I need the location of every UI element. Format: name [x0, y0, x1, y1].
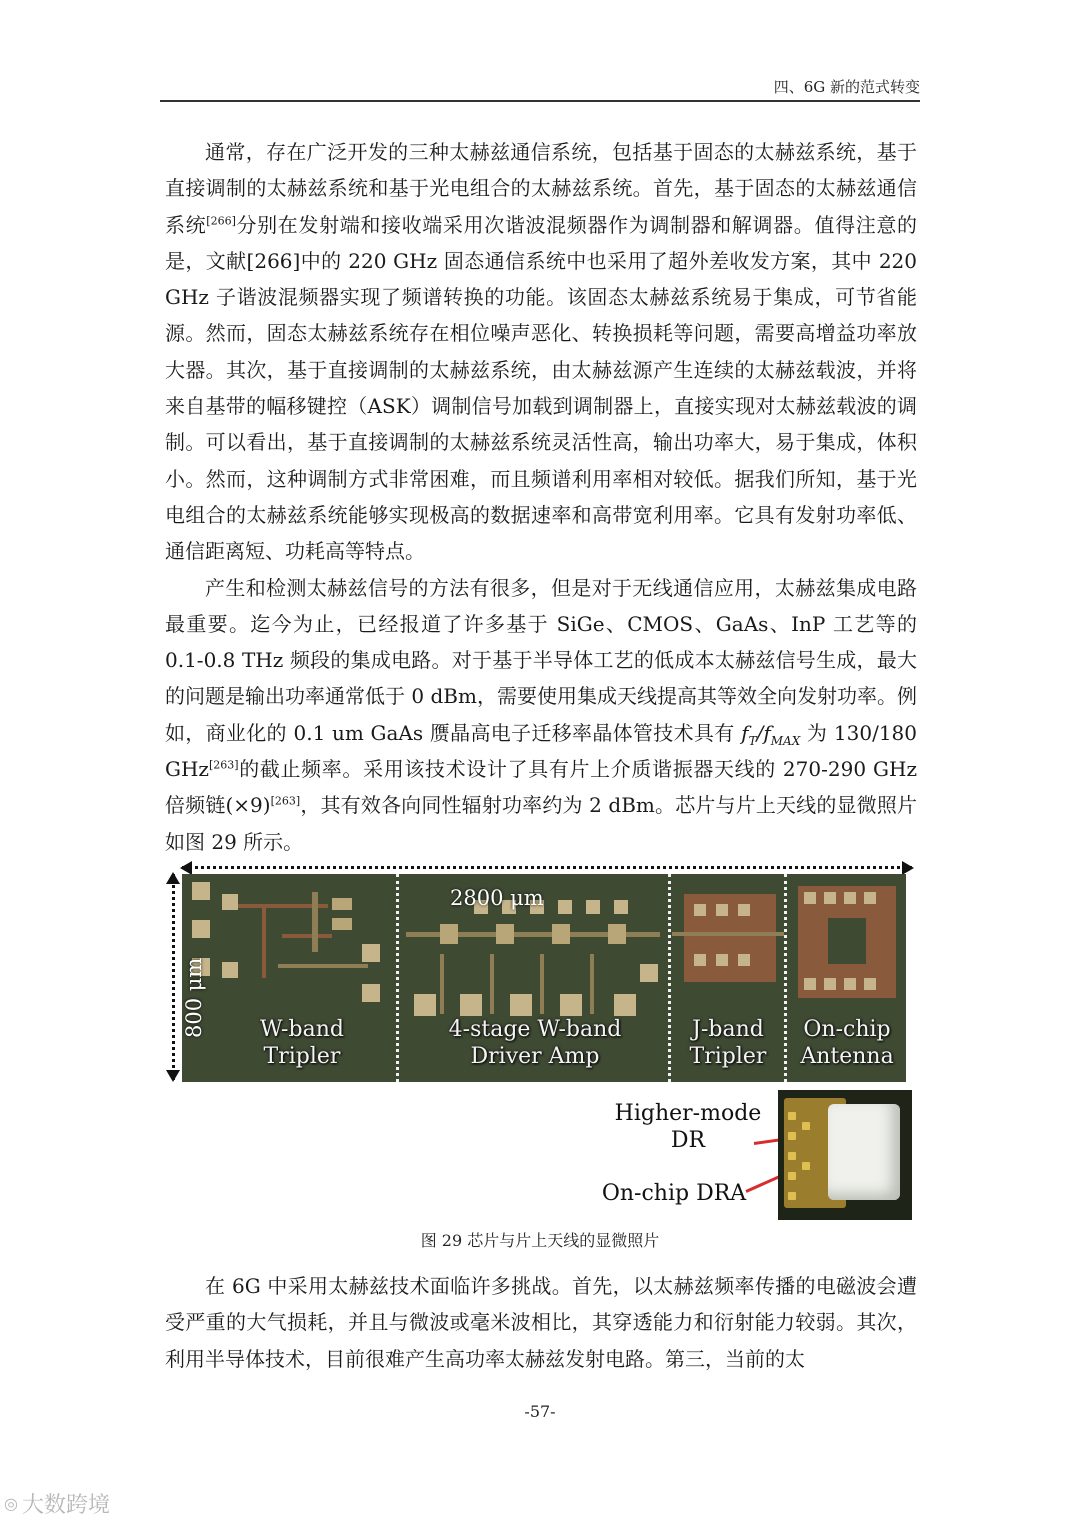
weibo-icon: ◎ [4, 1494, 18, 1513]
callout-on-chip-dra: On-chip DRA [601, 1181, 747, 1206]
chip-micrograph [182, 874, 906, 1082]
citation-263-first: [263] [208, 758, 239, 772]
height-dimension-label: 800 μm [182, 957, 206, 1038]
paragraph-2-text-d: ，其有效各向同性辐射功率约为 2 dBm。芯片与片上天线的显微照片如图 29 所示。 [165, 793, 918, 854]
dra-photo-figure [590, 1090, 920, 1222]
chip-micrograph-figure [168, 858, 916, 1088]
chip-section-divider-2 [668, 874, 671, 1082]
label-j-band-tripler: J-band Tripler [689, 1017, 767, 1069]
paragraph-3: 在 6G 中采用太赫兹技术面临许多挑战。首先，以太赫兹频率传播的电磁波会遭受严重的大气损耗，并且与微波或毫米波相比，其穿透能力和衍射能力较弱。其次，利用半导体技术，目前很难产生高功率太赫兹发射电路。第三，当前的太 [165, 1274, 917, 1371]
label-driver-amp: 4-stage W-band Driver Amp [448, 1017, 622, 1069]
ft-letter: f [741, 720, 749, 745]
paragraph-2 [165, 570, 917, 860]
body-text-lower [165, 1268, 917, 1377]
ft-fmax-slash: / [756, 720, 764, 745]
callout-higher-mode-dr: Higher-mode DR [614, 1101, 762, 1153]
ft-subscript: T [748, 733, 757, 748]
body-text-upper [165, 134, 917, 860]
chip-section-divider-1 [396, 874, 399, 1082]
paragraph-2-text-c: 的截止频率。采用该技术设计了具有片上介质谐振器天线的 270-290 GHz 倍频链(×9) [165, 757, 917, 818]
paragraph-2-text-a: 产生和检测太赫兹信号的方法有很多，但是对于无线通信应用，太赫兹集成电路最重要。迄今为止，已经报道了许多基于 SiGe、CMOS、GaAs、InP 工艺等的 0.1-0.8 THz 频段的集成电路。对于基于半导体工艺的低成本太赫兹信号生成，最大的问题是输出功率通常低于 0 dBm，需要使用集成天线提高其等效全向发射功率。例如，商业化的 0.1 um GaAs 赝晶高电子迁移率晶体管技术具有 [165, 575, 917, 745]
header-section-title: 四、6G 新的范式转变 [773, 78, 920, 96]
dra-dielectric-cube [828, 1104, 900, 1200]
watermark [4, 1488, 110, 1519]
citation-263-second: [263] [270, 794, 301, 808]
paragraph-1-text-b: 分别在发射端和接收端采用次谐波混频器作为调制器和解调器。值得注意的是，文献[266]中的 220 GHz 固态通信系统中也采用了超外差收发方案，其中 220 GHz 子谐波混频器实现了频谱转换的功能。该固态太赫兹系统易于集成，可节省能源。然而，固态太赫兹系统存在相位噪声恶化、转换损耗等问题，需要高增益功率放大器。其次，基于直接调制的太赫兹系统，由太赫兹源产生连续的太赫兹载波，并将来自基带的幅移键控（ASK）调制信号加载到调制器上，直接实现对太赫兹载波的调制。可以看出，基于直接调制的太赫兹系统灵活性高，输出功率大，易于集成，体积小。然而，这种调制方式非常困难，而且频谱利用率相对较低。据我们所知，基于光电组合的太赫兹系统能够实现极高的数据速率和高带宽利用率。它具有发射功率低、通信距离短、功耗高等特点。 [165, 212, 918, 564]
ft-fmax-symbol [741, 720, 801, 748]
watermark-text: 大数跨境 [21, 1493, 110, 1518]
fmax-letter: f [763, 720, 771, 745]
page-header [160, 70, 920, 102]
paragraph-1-text-a: 通常，存在广泛开发的三种太赫兹通信系统，包括基于固态的太赫兹系统，基于直接调制的太赫兹系统和基于光电组合的太赫兹系统。首先，基于固态的太赫兹通信系统 [165, 140, 917, 237]
paragraph-2-text-b: 为 130/180 GHz [165, 720, 917, 782]
page-number: -57- [524, 1402, 556, 1421]
dra-micrograph [778, 1090, 912, 1220]
citation-266: [266] [206, 213, 236, 227]
paragraph-1 [165, 134, 917, 570]
height-dimension-arrow [172, 874, 175, 1080]
chip-section-divider-3 [784, 874, 787, 1082]
figure-caption: 图 29 芯片与片上天线的显微照片 [420, 1231, 660, 1250]
width-dimension-label: 2800 μm [450, 886, 544, 910]
fmax-subscript: MAX [770, 733, 801, 748]
label-w-band-tripler: W-band Tripler [260, 1017, 344, 1069]
width-dimension-arrow [182, 866, 912, 869]
label-on-chip-antenna: On-chip Antenna [800, 1017, 894, 1069]
